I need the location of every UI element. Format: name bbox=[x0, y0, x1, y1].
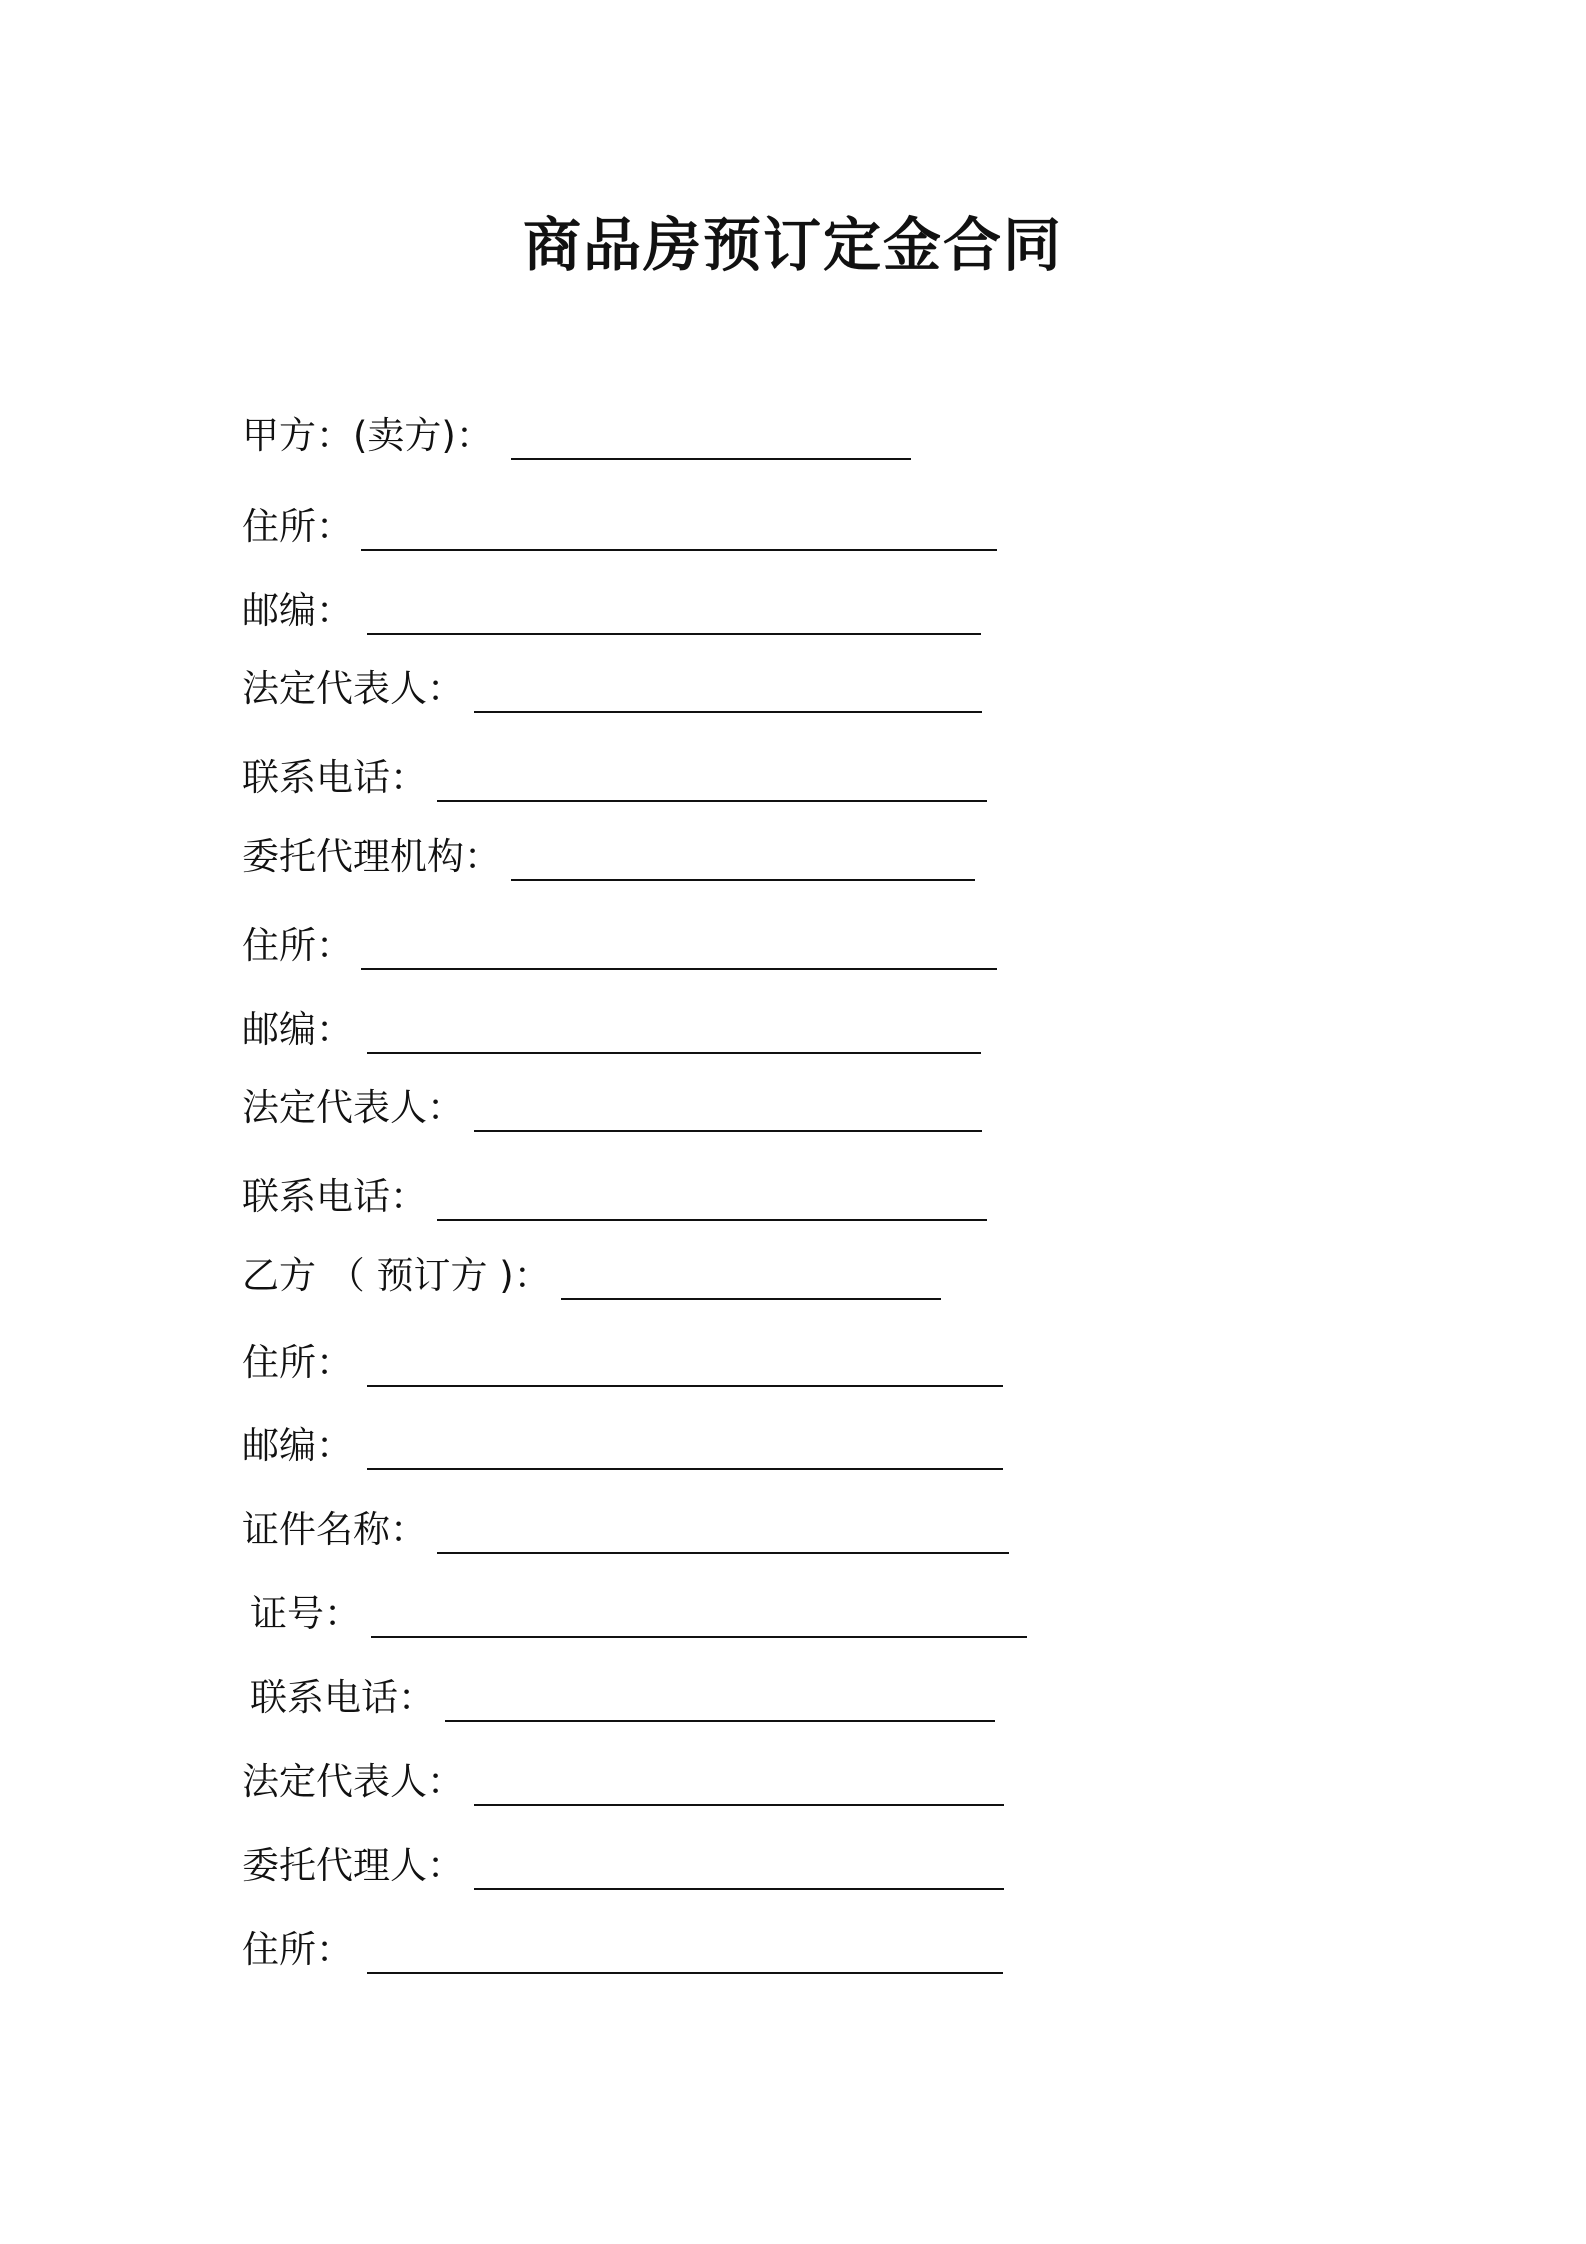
field-label: 联系电话： bbox=[242, 1175, 427, 1218]
field-party-b-agent-address bbox=[242, 1922, 1003, 1978]
blank-line[interactable] bbox=[474, 667, 982, 713]
field-label: 证号： bbox=[250, 1592, 361, 1635]
field-party-a-postcode bbox=[242, 583, 981, 639]
field-party-b bbox=[242, 1248, 941, 1304]
blank-line[interactable] bbox=[437, 1508, 1009, 1554]
blank-line[interactable] bbox=[367, 1341, 1003, 1387]
field-party-b-phone bbox=[250, 1670, 995, 1726]
blank-line[interactable] bbox=[367, 1928, 1003, 1974]
field-label: 法定代表人： bbox=[242, 1760, 464, 1803]
field-agency-address bbox=[242, 918, 997, 974]
field-party-b-postcode bbox=[242, 1418, 1003, 1474]
field-party-b-agent bbox=[242, 1838, 1004, 1894]
blank-line[interactable] bbox=[361, 924, 997, 970]
field-label: 委托代理人： bbox=[242, 1844, 464, 1887]
field-label: 邮编： bbox=[242, 589, 353, 632]
field-label: 邮编： bbox=[242, 1424, 353, 1467]
field-label: 住所： bbox=[242, 505, 353, 548]
blank-line[interactable] bbox=[367, 589, 981, 635]
field-id-number bbox=[250, 1586, 1027, 1642]
blank-line[interactable] bbox=[511, 414, 911, 460]
field-label: 住所： bbox=[242, 1928, 353, 1971]
blank-line[interactable] bbox=[367, 1008, 981, 1054]
field-label: 法定代表人： bbox=[242, 667, 464, 710]
field-label: 乙方 （ 预订方 )： bbox=[242, 1254, 551, 1297]
document-title: 商品房预订定金合同 bbox=[522, 211, 1063, 279]
field-label: 联系电话： bbox=[242, 756, 427, 799]
blank-line[interactable] bbox=[474, 1760, 1004, 1806]
field-party-a-legal-rep bbox=[242, 661, 982, 717]
field-id-type bbox=[242, 1502, 1009, 1558]
field-label: 住所： bbox=[242, 1341, 353, 1384]
field-party-a bbox=[242, 408, 911, 464]
field-agency-postcode bbox=[242, 1002, 981, 1058]
blank-line[interactable] bbox=[437, 756, 987, 802]
field-party-b-legal-rep bbox=[242, 1754, 1004, 1810]
blank-line[interactable] bbox=[474, 1844, 1004, 1890]
blank-line[interactable] bbox=[511, 835, 975, 881]
blank-line[interactable] bbox=[367, 1424, 1003, 1470]
blank-line[interactable] bbox=[361, 505, 997, 551]
field-party-b-address bbox=[242, 1335, 1003, 1391]
field-label: 证件名称： bbox=[242, 1508, 427, 1551]
field-agency-phone bbox=[242, 1169, 987, 1225]
blank-line[interactable] bbox=[437, 1175, 987, 1221]
field-agency bbox=[242, 829, 975, 885]
field-label: 甲方：(卖方)： bbox=[242, 414, 493, 457]
field-agency-legal-rep bbox=[242, 1080, 982, 1136]
field-party-a-phone bbox=[242, 750, 987, 806]
field-label: 委托代理机构： bbox=[242, 835, 501, 878]
blank-line[interactable] bbox=[561, 1254, 941, 1300]
blank-line[interactable] bbox=[371, 1592, 1027, 1638]
field-label: 联系电话： bbox=[250, 1676, 435, 1719]
field-label: 邮编： bbox=[242, 1008, 353, 1051]
field-label: 住所： bbox=[242, 924, 353, 967]
blank-line[interactable] bbox=[445, 1676, 995, 1722]
field-label: 法定代表人： bbox=[242, 1086, 464, 1129]
field-party-a-address bbox=[242, 499, 997, 555]
blank-line[interactable] bbox=[474, 1086, 982, 1132]
